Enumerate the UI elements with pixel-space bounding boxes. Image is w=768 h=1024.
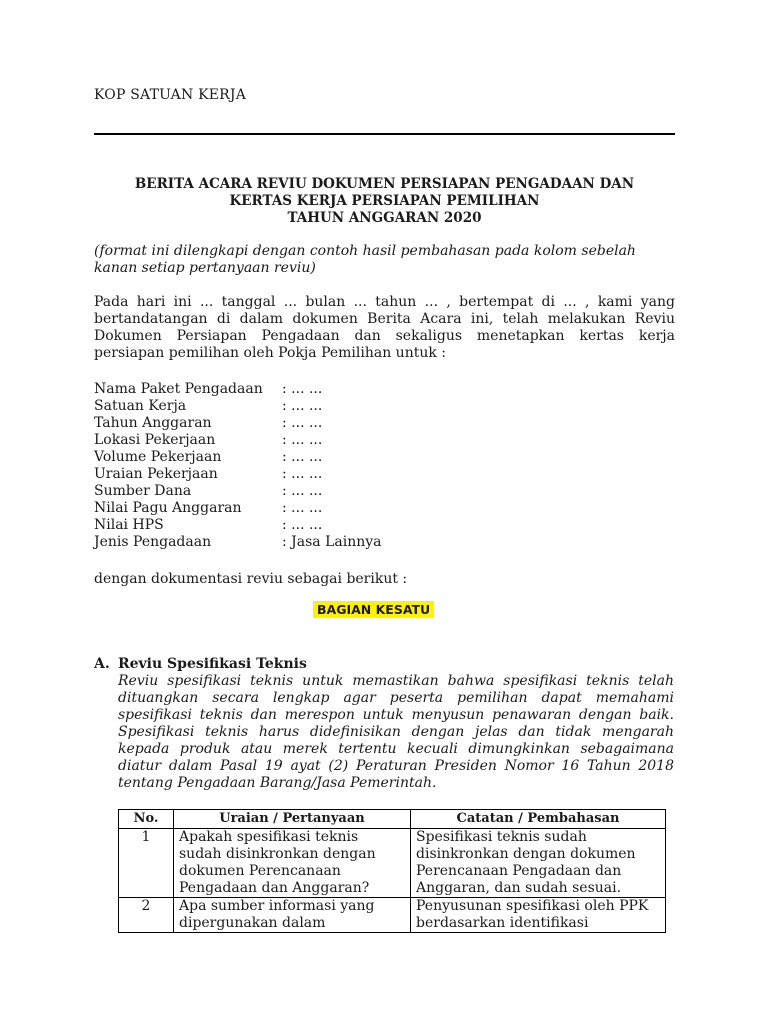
field-label: Lokasi Pekerjaan [94,432,216,448]
bagian-kesatu-heading: BAGIAN KESATU [313,601,434,618]
format-note: (format ini dilengkapi dengan contoh hasil pembahasan pada kolom sebelah kanan setiap pertanyaan reviu) [94,243,636,276]
field-label: Nama Paket Pengadaan [94,381,263,397]
field-value: : ... ... [282,381,323,397]
col-header-no: No. [119,810,174,829]
row-number: 2 [119,898,174,933]
header-divider [94,133,675,135]
field-row [94,500,382,517]
section-letter: A. [94,656,110,672]
title-line-1: BERITA ACARA REVIU DOKUMEN PERSIAPAN PENGADAAN DAN [134,176,635,192]
field-row [94,483,382,500]
table-row [119,829,666,898]
field-value: : ... ... [282,500,323,516]
field-label: Uraian Pekerjaan [94,466,218,482]
field-row [94,517,382,534]
field-row [94,466,382,483]
row-number: 1 [119,829,174,898]
row-catatan [411,829,666,898]
field-label: Volume Pekerjaan [94,449,222,465]
table-header-row [119,810,666,829]
field-label: Tahun Anggaran [94,415,212,431]
field-row [94,381,382,398]
field-value: : ... ... [282,483,323,499]
title-line-3: TAHUN ANGGARAN 2020 [287,210,482,226]
section-a-description: Reviu spesifikasi teknis untuk memastikan bahwa spesifikasi teknis telah dituangkan secara lengkap agar peserta pemilihan dapat memahami spesifikasi teknis dan merespon untuk menyusun penawaran dengan baik. Spesifikasi teknis harus didefinisikan dengan jelas dan tidak mengarah kepada produk atau merek tertentu kecuali dimungkinkan sebagaimana diatur dalam Pasal 19 ayat (2) Peraturan Presiden Nomor 16 Tahun 2018 tentang Pengadaan Barang/Jasa Pemerintah. [118,673,674,791]
catatan-text: Spesifikasi teknis sudah disinkronkan dengan dokumen Perencanaan Pengadaan dan Anggaran, dan sudah sesuai. [416,829,636,896]
field-row [94,398,382,415]
field-row [94,449,382,466]
field-list [94,381,382,551]
intro-paragraph: Pada hari ini ... tanggal ... bulan ... tahun ... , bertempat di ... , kami yang bertandatangan di dalam dokumen Berita Acara ini, telah melakukan Reviu Dokumen Persiapan Pengadaan dan sekaligus menetapkan kertas kerja persiapan pemilihan oleh Pokja Pemilihan untuk : [94,294,675,361]
section-a-heading [94,656,307,672]
field-value: : ... ... [282,449,323,465]
field-value: : ... ... [282,517,323,533]
section-title: Reviu Spesifikasi Teknis [118,656,307,672]
field-row [94,534,382,551]
review-table [118,809,666,933]
field-label: Jenis Pengadaan [94,534,212,550]
row-uraian [174,829,411,898]
field-value: : ... ... [282,398,323,414]
field-value: : ... ... [282,432,323,448]
field-label: Nilai Pagu Anggaran [94,500,242,516]
row-uraian [174,898,411,933]
field-row [94,415,382,432]
field-row [94,432,382,449]
documentation-intro: dengan dokumentasi reviu sebagai berikut : [94,571,408,587]
field-label: Sumber Dana [94,483,192,499]
field-value: : ... ... [282,466,323,482]
field-value: : ... ... [282,415,323,431]
field-value: : Jasa Lainnya [282,534,382,550]
uraian-text: Apa sumber informasi yang dipergunakan dalam [179,898,375,931]
col-header-uraian: Uraian / Pertanyaan [174,810,411,829]
title-line-2: KERTAS KERJA PERSIAPAN PEMILIHAN [229,193,540,209]
table-row [119,898,666,933]
field-label: Satuan Kerja [94,398,187,414]
catatan-text: Penyusunan spesifikasi oleh PPK berdasarkan identifikasi [416,898,649,931]
kop-satuan-kerja: KOP SATUAN KERJA [94,87,247,103]
col-header-catatan: Catatan / Pembahasan [411,810,666,829]
uraian-text: Apakah spesifikasi teknis sudah disinkronkan dengan dokumen Perencanaan Pengadaan dan Anggaran? [179,829,376,896]
field-label: Nilai HPS [94,517,164,533]
document-title [94,176,675,227]
row-catatan [411,898,666,933]
